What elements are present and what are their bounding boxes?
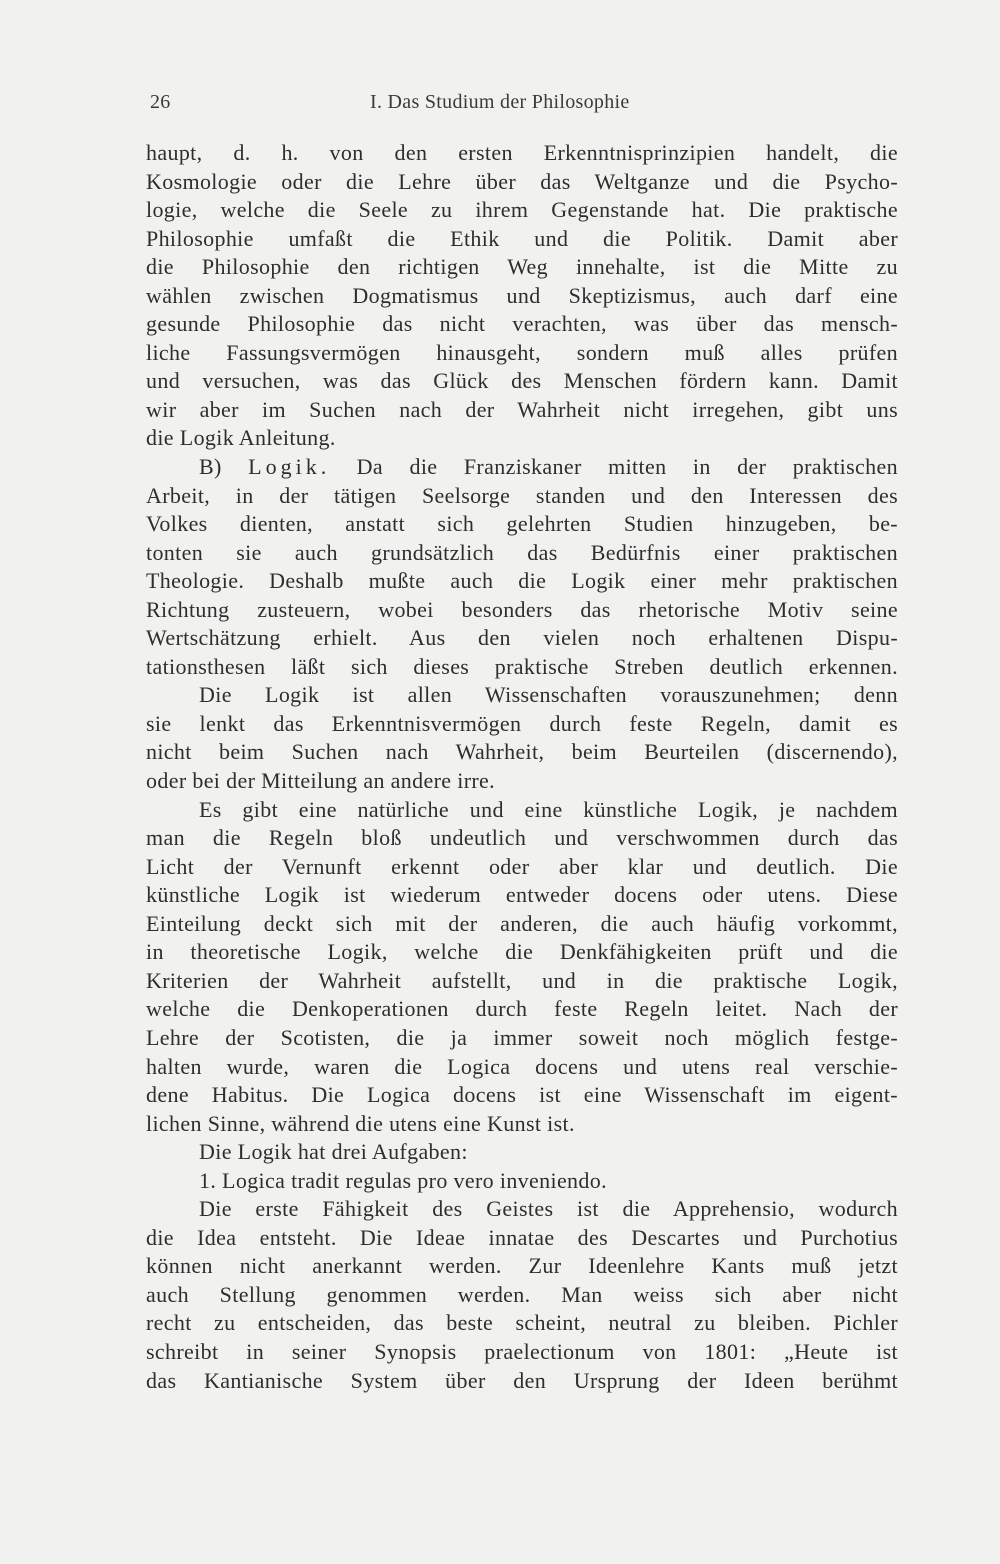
text-line: lichen Sinne, während die utens eine Kunst ist.: [146, 1110, 575, 1136]
text-line: Es gibt eine natürliche und eine künstliche Logik, je nachdem: [199, 796, 898, 822]
text-line: Volkes dienten, anstatt sich gelehrten Studien hinzugeben, be-: [146, 511, 898, 537]
text-line: Die erste Fähigkeit des Geistes ist die Apprehensio, wodurch: [199, 1196, 898, 1222]
text-line: und versuchen, was das Glück des Menschen fördern kann. Damit: [146, 368, 898, 394]
text-line: tationsthesen läßt sich dieses praktische Streben deutlich erkennen.: [146, 653, 898, 679]
text-line: Einteilung deckt sich mit der anderen, die auch häufig vorkommt,: [146, 910, 898, 936]
text-line: recht zu entscheiden, das beste scheint, neutral zu bleiben. Pichler: [146, 1310, 898, 1336]
text-line: Arbeit, in der tätigen Seelsorge standen und den Interessen des: [146, 482, 898, 508]
text-line: sie lenkt das Erkenntnisvermögen durch feste Regeln, damit es: [146, 710, 898, 736]
text-line: halten wurde, waren die Logica docens und utens real verschie-: [146, 1053, 898, 1079]
text-line: [146, 453, 898, 482]
text-line: logie, welche die Seele zu ihrem Gegenstande hat. Die praktische: [146, 197, 898, 223]
text-line: Richtung zusteuern, wobei besonders das rhetorische Motiv seine: [146, 596, 898, 622]
body-text: [146, 139, 898, 1395]
text-line: dene Habitus. Die Logica docens ist eine Wissenschaft im eigent-: [146, 1082, 898, 1108]
text-line: die Logik Anleitung.: [146, 425, 336, 451]
text-line: Wertschätzung erhielt. Aus den vielen noch erhaltenen Dispu-: [146, 625, 898, 651]
text-line: man die Regeln bloß undeutlich und verschwommen durch das: [146, 825, 898, 851]
text-line: Theologie. Deshalb mußte auch die Logik einer mehr praktischen: [146, 568, 898, 594]
text-line: die Philosophie den richtigen Weg innehalte, ist die Mitte zu: [146, 254, 898, 280]
text-line: Licht der Vernunft erkennt oder aber klar und deutlich. Die: [146, 853, 898, 879]
text-line: schreibt in seiner Synopsis praelectionum von 1801: „Heute ist: [146, 1338, 898, 1364]
text-line: können nicht anerkannt werden. Zur Ideenlehre Kants muß jetzt: [146, 1253, 898, 1279]
running-title: I. Das Studium der Philosophie: [370, 91, 630, 113]
text-line: liche Fassungsvermögen hinausgeht, sondern muß alles prüfen: [146, 339, 898, 365]
text-line: Die Logik ist allen Wissenschaften vorauszunehmen; denn: [199, 682, 898, 708]
text-line: tonten sie auch grundsätzlich das Bedürfnis einer praktischen: [146, 539, 898, 565]
text-line: Philosophie umfaßt die Ethik und die Politik. Damit aber: [146, 225, 898, 251]
text-line: auch Stellung genommen werden. Man weiss sich aber nicht: [146, 1281, 898, 1307]
text-line: nicht beim Suchen nach Wahrheit, beim Beurteilen (discernendo),: [146, 739, 898, 765]
text-line: künstliche Logik ist wiederum entweder docens oder utens. Diese: [146, 882, 898, 908]
text-line: die Idea entsteht. Die Ideae innatae des Descartes und Purchotius: [146, 1224, 898, 1250]
text-line: in theoretische Logik, welche die Denkfähigkeiten prüft und die: [146, 939, 898, 965]
text-line: oder bei der Mitteilung an andere irre.: [146, 768, 496, 794]
line-text: Da die Franziskaner mitten in der praktischen: [330, 454, 898, 480]
page-number: 26: [150, 91, 171, 113]
text-line: Lehre der Scotisten, die ja immer soweit noch möglich festge-: [146, 1024, 898, 1050]
text-line: wir aber im Suchen nach der Wahrheit nicht irregehen, gibt uns: [146, 396, 898, 422]
text-line: haupt, d. h. von den ersten Erkenntnisprinzipien handelt, die: [146, 140, 898, 165]
page-header: [150, 91, 898, 121]
text-line: 1. Logica tradit regulas pro vero inveniendo.: [199, 1167, 607, 1193]
text-line: Kosmologie oder die Lehre über das Weltganze und die Psycho-: [146, 168, 898, 194]
section-marker: B): [199, 454, 249, 480]
section-heading: Logik.: [248, 454, 331, 480]
text-line: Kriterien der Wahrheit aufstellt, und in die praktische Logik,: [146, 967, 898, 993]
text-line: wählen zwischen Dogmatismus und Skeptizismus, auch darf eine: [146, 282, 898, 308]
text-line: das Kantianische System über den Ursprung der Ideen berühmt: [146, 1367, 898, 1393]
text-line: Die Logik hat drei Aufgaben:: [199, 1139, 468, 1165]
text-line: gesunde Philosophie das nicht verachten, was über das mensch-: [146, 311, 898, 337]
text-line: welche die Denkoperationen durch feste Regeln leitet. Nach der: [146, 996, 898, 1022]
